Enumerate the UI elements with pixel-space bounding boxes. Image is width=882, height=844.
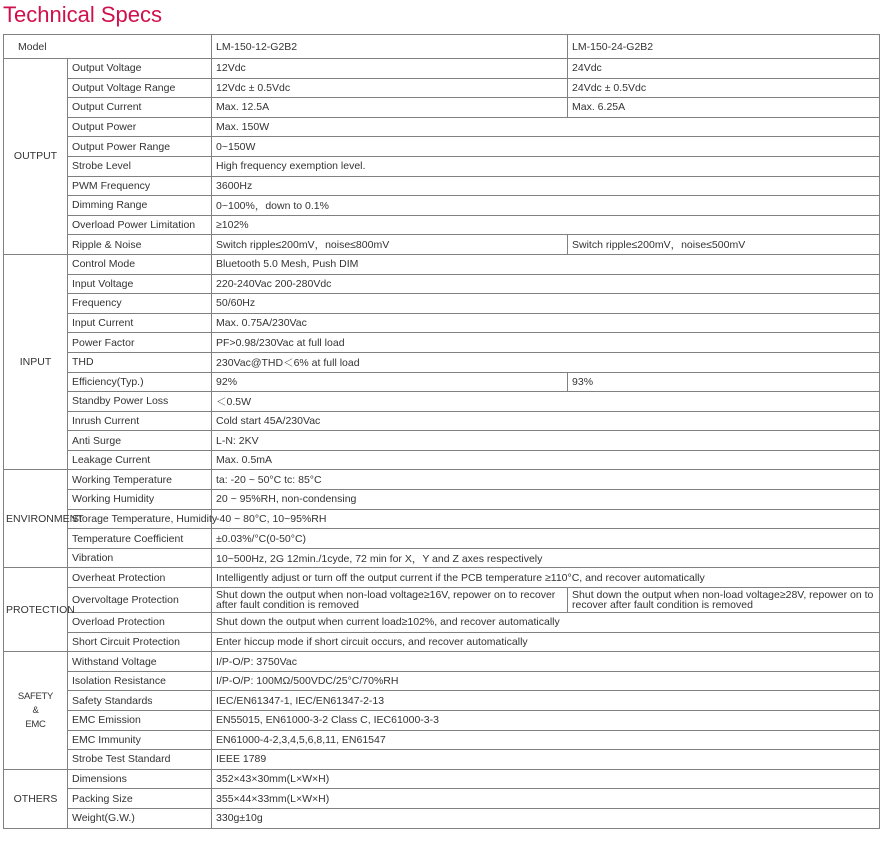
spec-label: Inrush Current <box>68 411 212 431</box>
spec-row <box>4 808 880 828</box>
spec-label: Overload Protection <box>68 613 212 633</box>
spec-row <box>4 411 880 431</box>
spec-value-shared: -40 ~ 80°C, 10~95%RH <box>212 509 880 529</box>
spec-label: Input Voltage <box>68 274 212 294</box>
section-label-line: & <box>32 704 39 716</box>
spec-label: Output Voltage <box>68 59 212 79</box>
spec-row <box>4 254 880 274</box>
spec-label: Output Current <box>68 98 212 118</box>
spec-row <box>4 529 880 549</box>
spec-label: EMC Immunity <box>68 730 212 750</box>
spec-label: Withstand Voltage <box>68 652 212 672</box>
spec-label: Ripple & Noise <box>68 235 212 255</box>
spec-value-shared: IEC/EN61347-1, IEC/EN61347-2-13 <box>212 691 880 711</box>
spec-value-shared: Max. 0.5mA <box>212 450 880 470</box>
spec-row <box>4 691 880 711</box>
section-label: PROTECTION <box>4 568 68 652</box>
spec-value-model-2: 93% <box>568 372 880 392</box>
spec-value-shared: EN55015, EN61000-3-2 Class C, IEC61000-3-3 <box>212 711 880 731</box>
spec-label: Working Temperature <box>68 470 212 490</box>
spec-label: Power Factor <box>68 333 212 353</box>
spec-value-model-2: Max. 6.25A <box>568 98 880 118</box>
spec-row <box>4 196 880 216</box>
spec-value-shared: 50/60Hz <box>212 294 880 314</box>
spec-label: Overvoltage Protection <box>68 588 212 613</box>
spec-table <box>3 34 880 829</box>
spec-row <box>4 59 880 79</box>
spec-label: Vibration <box>68 548 212 568</box>
model-name-2: LM-150-24-G2B2 <box>568 35 880 59</box>
spec-value-shared: 355×44×33mm(L×W×H) <box>212 789 880 809</box>
spec-row <box>4 671 880 691</box>
spec-row <box>4 750 880 770</box>
spec-value-shared: L-N: 2KV <box>212 431 880 451</box>
spec-value-shared: 0~100%，down to 0.1% <box>212 196 880 216</box>
spec-value-shared: 0~150W <box>212 137 880 157</box>
spec-label: Frequency <box>68 294 212 314</box>
spec-label: Leakage Current <box>68 450 212 470</box>
spec-value-shared: 230Vac@THD＜6% at full load <box>212 352 880 372</box>
spec-row <box>4 333 880 353</box>
page-title: Technical Specs <box>3 2 162 27</box>
spec-value-shared: Bluetooth 5.0 Mesh, Push DIM <box>212 254 880 274</box>
header-row <box>4 35 880 59</box>
spec-table-body <box>4 35 880 829</box>
spec-label: Temperature Coefficient <box>68 529 212 549</box>
spec-label: Overload Power Limitation <box>68 215 212 235</box>
spec-label: THD <box>68 352 212 372</box>
model-name-1: LM-150-12-G2B2 <box>212 35 568 59</box>
spec-label: Overheat Protection <box>68 568 212 588</box>
spec-label: Strobe Level <box>68 156 212 176</box>
spec-value-model-2: 24Vdc <box>568 59 880 79</box>
spec-row <box>4 730 880 750</box>
spec-label: Short Circuit Protection <box>68 632 212 652</box>
spec-label: Efficiency(Typ.) <box>68 372 212 392</box>
spec-label: Weight(G.W.) <box>68 808 212 828</box>
section-label: OTHERS <box>4 769 68 828</box>
spec-label: Storage Temperature, Humidity <box>68 509 212 529</box>
spec-value-shared: 330g±10g <box>212 808 880 828</box>
spec-row <box>4 352 880 372</box>
spec-value-shared: EN61000-4-2,3,4,5,6,8,11, EN61547 <box>212 730 880 750</box>
spec-label: Dimming Range <box>68 196 212 216</box>
spec-label: Standby Power Loss <box>68 392 212 412</box>
spec-label: Safety Standards <box>68 691 212 711</box>
spec-label: Control Mode <box>68 254 212 274</box>
section-label-line: EMC <box>25 718 46 730</box>
spec-row <box>4 450 880 470</box>
spec-row <box>4 137 880 157</box>
spec-value-shared: High frequency exemption level. <box>212 156 880 176</box>
spec-label: Isolation Resistance <box>68 671 212 691</box>
spec-label: Working Humidity <box>68 490 212 510</box>
spec-value-shared: Shut down the output when current load≥102%, and recover automatically <box>212 613 880 633</box>
spec-value-model-1: 92% <box>212 372 568 392</box>
spec-value-model-1: 12Vdc ± 0.5Vdc <box>212 78 568 98</box>
spec-value-shared: I/P-O/P: 3750Vac <box>212 652 880 672</box>
spec-value-shared: ＜0.5W <box>212 392 880 412</box>
spec-value-model-1: 12Vdc <box>212 59 568 79</box>
spec-row <box>4 632 880 652</box>
spec-row <box>4 789 880 809</box>
spec-row <box>4 652 880 672</box>
section-label: INPUT <box>4 254 68 470</box>
spec-value-model-2: Switch ripple≤200mV，noise≤500mV <box>568 235 880 255</box>
spec-row <box>4 372 880 392</box>
spec-label: Dimensions <box>68 769 212 789</box>
spec-value-shared: Cold start 45A/230Vac <box>212 411 880 431</box>
spec-value-shared: 352×43×30mm(L×W×H) <box>212 769 880 789</box>
spec-value-model-2: Shut down the output when non-load voltage≥28V, repower on to recover after fault condition is removed <box>568 588 880 613</box>
spec-value-shared: PF>0.98/230Vac at full load <box>212 333 880 353</box>
spec-row <box>4 98 880 118</box>
spec-row <box>4 509 880 529</box>
spec-row <box>4 78 880 98</box>
spec-row <box>4 711 880 731</box>
spec-row <box>4 156 880 176</box>
spec-row <box>4 490 880 510</box>
spec-value-shared: ta: -20 ~ 50°C tc: 85°C <box>212 470 880 490</box>
section-label-line: SAFETY <box>17 690 54 702</box>
section-label: ENVIRONMENT <box>4 470 68 568</box>
spec-value-model-1: Shut down the output when non-load voltage≥16V, repower on to recover after fault condition is removed <box>212 588 568 613</box>
spec-label: EMC Emission <box>68 711 212 731</box>
spec-label: Output Voltage Range <box>68 78 212 98</box>
spec-value-shared: ±0.03%/°C(0-50°C) <box>212 529 880 549</box>
spec-label: PWM Frequency <box>68 176 212 196</box>
spec-row <box>4 235 880 255</box>
spec-label: Input Current <box>68 313 212 333</box>
spec-row <box>4 548 880 568</box>
spec-value-shared: 20 ~ 95%RH, non-condensing <box>212 490 880 510</box>
spec-value-shared: ≥102% <box>212 215 880 235</box>
spec-label: Strobe Test Standard <box>68 750 212 770</box>
model-header: Model <box>4 35 212 59</box>
spec-row <box>4 431 880 451</box>
spec-value-shared: Max. 150W <box>212 117 880 137</box>
spec-row <box>4 470 880 490</box>
spec-row <box>4 588 880 613</box>
spec-value-shared: IEEE 1789 <box>212 750 880 770</box>
spec-row <box>4 117 880 137</box>
spec-row <box>4 294 880 314</box>
spec-row <box>4 313 880 333</box>
spec-label: Output Power <box>68 117 212 137</box>
spec-value-shared: 220-240Vac 200-280Vdc <box>212 274 880 294</box>
spec-label: Anti Surge <box>68 431 212 451</box>
spec-row <box>4 215 880 235</box>
spec-row <box>4 769 880 789</box>
spec-row <box>4 613 880 633</box>
spec-value-model-2: 24Vdc ± 0.5Vdc <box>568 78 880 98</box>
spec-row <box>4 176 880 196</box>
spec-row <box>4 568 880 588</box>
spec-value-shared: I/P-O/P: 100MΩ/500VDC/25°C/70%RH <box>212 671 880 691</box>
spec-row <box>4 274 880 294</box>
spec-value-shared: Enter hiccup mode if short circuit occurs, and recover automatically <box>212 632 880 652</box>
spec-value-model-1: Max. 12.5A <box>212 98 568 118</box>
spec-label: Output Power Range <box>68 137 212 157</box>
spec-row <box>4 392 880 412</box>
spec-value-shared: Max. 0.75A/230Vac <box>212 313 880 333</box>
section-label <box>4 652 68 770</box>
spec-value-shared: 10~500Hz, 2G 12min./1cyde, 72 min for X，Y and Z axes respectively <box>212 548 880 568</box>
spec-value-shared: 3600Hz <box>212 176 880 196</box>
section-label: OUTPUT <box>4 59 68 255</box>
spec-value-shared: Intelligently adjust or turn off the output current if the PCB temperature ≥110°C, and recover automatically <box>212 568 880 588</box>
spec-label: Packing Size <box>68 789 212 809</box>
spec-value-model-1: Switch ripple≤200mV，noise≤800mV <box>212 235 568 255</box>
